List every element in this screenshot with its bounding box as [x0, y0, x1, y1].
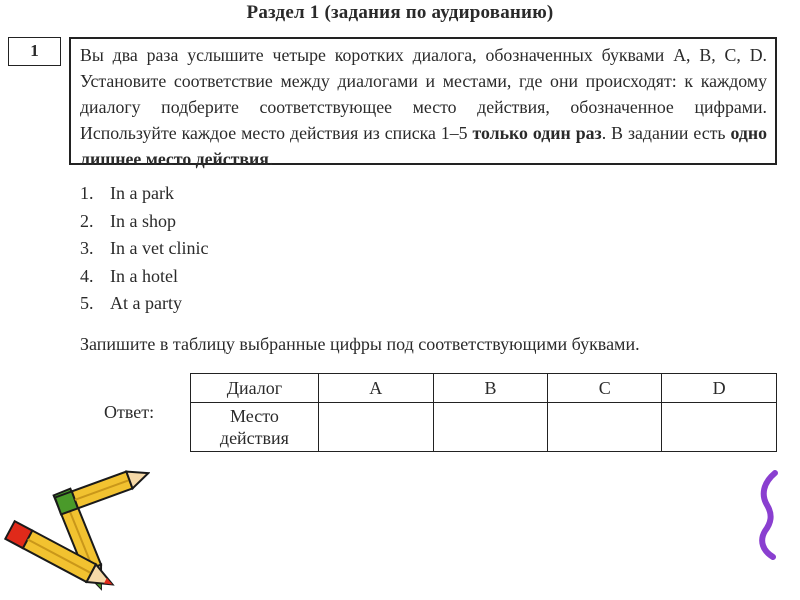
answer-label: Ответ: — [104, 402, 155, 422]
row-place-label — [191, 403, 319, 452]
list-item — [80, 235, 208, 263]
answer-cell-b[interactable] — [433, 403, 548, 452]
list-item — [80, 208, 208, 236]
list-item — [80, 290, 208, 318]
list-item-number: 3. — [80, 238, 94, 258]
list-item — [80, 263, 208, 291]
section-title: Раздел 1 (задания по аудированию) — [246, 2, 554, 23]
task-number: 1 — [8, 37, 61, 66]
header-letter-c: C — [548, 374, 662, 403]
crayons-icon — [0, 470, 150, 595]
instructions-text-3: . — [268, 149, 274, 169]
header-letter-a: A — [318, 374, 433, 403]
answer-table — [190, 373, 777, 452]
task-instructions — [69, 37, 777, 169]
list-item-text: In a shop — [110, 210, 176, 231]
header-letter-b: B — [433, 374, 548, 403]
instructions-bold-1: только один раз — [472, 123, 602, 143]
list-item-number: 1. — [80, 183, 94, 203]
row-label-line2: действия — [219, 428, 289, 448]
instructions-text-2: . В задании есть — [601, 123, 731, 143]
table-answer-row — [191, 403, 777, 452]
instructions-text-1: Вы два раза услышите четыре коротких диалога, обозначенных буквами А, В, С, D. Установите соответствие между диалогами и местами, где они происходят: к каждому диалогу подберите соответствующее место действия, обозначенное цифрами. Используйте каждое место действия из списка 1–5 — [80, 45, 767, 143]
answer-cell-d[interactable] — [662, 403, 777, 452]
list-item-number: 5. — [80, 293, 94, 313]
list-item — [80, 180, 208, 208]
answer-cell-a[interactable] — [318, 403, 433, 452]
list-item-text: In a hotel — [110, 265, 178, 286]
table-instruction: Запишите в таблицу выбранные цифры под соответствующими буквами. — [80, 334, 640, 354]
squiggle-icon — [755, 465, 785, 565]
list-item-text: At a party — [110, 293, 182, 313]
header-dialog-label: Диалог — [191, 374, 319, 403]
places-list — [80, 180, 208, 318]
list-item-number: 4. — [80, 265, 94, 286]
table-header-row — [191, 374, 777, 403]
list-item-text: In a vet clinic — [110, 238, 209, 258]
answer-cell-c[interactable] — [548, 403, 662, 452]
list-item-number: 2. — [80, 210, 94, 231]
instructions-bold-2: одно лишнее место действия — [80, 123, 767, 169]
row-label-line1: Место — [230, 406, 279, 426]
list-item-text: In a park — [110, 183, 174, 203]
header-letter-d: D — [662, 374, 777, 403]
